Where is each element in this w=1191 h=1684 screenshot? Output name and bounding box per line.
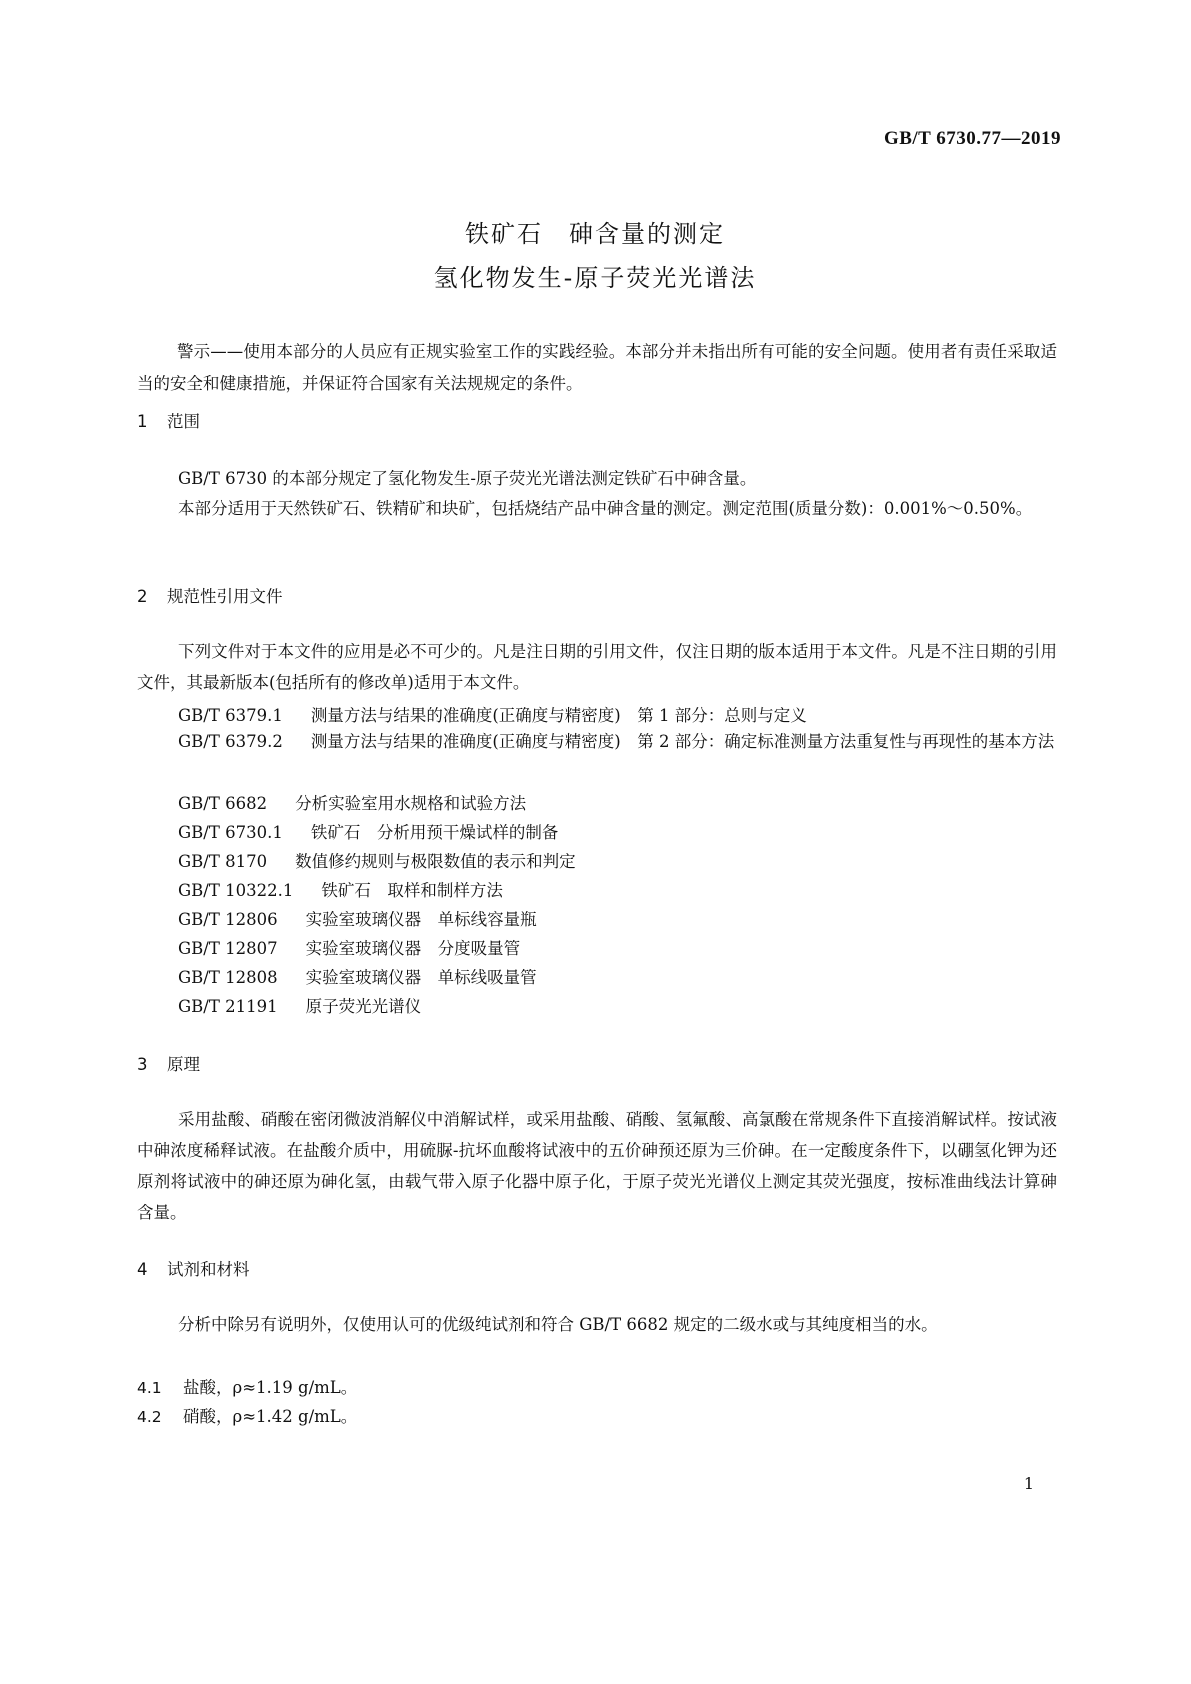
reference-item — [178, 848, 576, 872]
section-heading-normative-references — [137, 583, 283, 607]
reference-item — [178, 906, 537, 930]
reference-code: GB/T 12806 — [178, 910, 278, 929]
section-heading-principle — [137, 1051, 200, 1075]
reference-code: GB/T 10322.1 — [178, 881, 294, 900]
page-number: 1 — [1023, 1474, 1034, 1493]
section-title: 范围 — [167, 412, 200, 431]
scope-paragraph-1: GB/T 6730 的本部分规定了氢化物发生-原子荧光光谱法测定铁矿石中砷含量。 — [178, 469, 757, 488]
reagent-item — [137, 1374, 357, 1398]
principle-paragraph: 采用盐酸、硝酸在密闭微波消解仪中消解试样，或采用盐酸、硝酸、氢氟酸、高氯酸在常规条件下直接消解试样。按试液中砷浓度稀释试液。在盐酸介质中，用硫脲-抗坏血酸将试液中的五价砷预还原为三价砷。在一定酸度条件下，以硼氢化钾为还原剂将试液中的砷还原为砷化氢，由载气带入原子化器中原子化，于原子荧光光谱仪上测定其荧光强度，按标准曲线法计算砷含量。 — [137, 1110, 1057, 1222]
reagent-number: 4.2 — [137, 1408, 162, 1426]
normative-intro-paragraph: 下列文件对于本文件的应用是必不可少的。凡是注日期的引用文件，仅注日期的版本适用于本文件。凡是不注日期的引用文件，其最新版本(包括所有的修改单)适用于本文件。 — [137, 642, 1057, 692]
reference-title: 实验室玻璃仪器 单标线容量瓶 — [305, 910, 537, 929]
section-number: 2 — [137, 587, 148, 606]
reference-item — [178, 819, 558, 843]
section-title: 规范性引用文件 — [167, 587, 283, 606]
reference-code: GB/T 6730.1 — [178, 823, 283, 842]
reference-code: GB/T 6682 — [178, 794, 268, 813]
reference-title: 铁矿石 取样和制样方法 — [321, 881, 503, 900]
section-heading-scope — [137, 408, 200, 432]
reference-code: GB/T 8170 — [178, 852, 268, 871]
reference-code: GB/T 12808 — [178, 968, 278, 987]
reference-title: 实验室玻璃仪器 单标线吸量管 — [305, 968, 537, 987]
reference-code: GB/T 6379.2 — [178, 732, 283, 751]
reference-title: 分析实验室用水规格和试验方法 — [295, 794, 527, 813]
reference-item — [178, 935, 520, 959]
reference-title: 测量方法与结果的准确度(正确度与精密度) 第 2 部分：确定标准测量方法重复性与再现性的基本方法 — [310, 732, 1055, 751]
section-number: 1 — [137, 412, 148, 431]
document-title-line2: 氢化物发生-原子荧光光谱法 — [433, 264, 757, 292]
reference-code: GB/T 21191 — [178, 997, 278, 1016]
reagent-item — [137, 1403, 357, 1427]
section-number: 3 — [137, 1055, 148, 1074]
reference-item — [178, 702, 807, 726]
reference-item — [178, 964, 537, 988]
reference-item — [178, 877, 503, 901]
reference-item — [178, 993, 421, 1017]
reference-item — [137, 726, 1057, 757]
reference-title: 原子荧光光谱仪 — [305, 997, 422, 1016]
reference-code: GB/T 12807 — [178, 939, 278, 958]
warning-paragraph: 警示——使用本部分的人员应有正规实验室工作的实践经验。本部分并未指出所有可能的安全问题。使用者有责任采取适当的安全和健康措施，并保证符合国家有关法规规定的条件。 — [137, 342, 1057, 393]
reference-title: 测量方法与结果的准确度(正确度与精密度) 第 1 部分：总则与定义 — [310, 706, 807, 725]
section-number: 4 — [137, 1260, 148, 1279]
scope-paragraph-2: 本部分适用于天然铁矿石、铁精矿和块矿，包括烧结产品中砷含量的测定。测定范围(质量分数)：0.001%～0.50%。 — [178, 499, 1033, 518]
section-title: 原理 — [167, 1055, 200, 1074]
section-title: 试剂和材料 — [167, 1260, 250, 1279]
reference-title: 实验室玻璃仪器 分度吸量管 — [305, 939, 521, 958]
reagent-text: 盐酸，ρ≈1.19 g/mL。 — [183, 1378, 358, 1397]
document-title-line1: 铁矿石 砷含量的测定 — [465, 220, 725, 248]
reference-title: 数值修约规则与极限数值的表示和判定 — [295, 852, 576, 871]
standard-number: GB/T 6730.77—2019 — [883, 128, 1061, 149]
reference-code: GB/T 6379.1 — [178, 706, 283, 725]
section-heading-reagents — [137, 1256, 250, 1280]
reference-title: 铁矿石 分析用预干燥试样的制备 — [310, 823, 559, 842]
reagent-number: 4.1 — [137, 1379, 162, 1397]
reagent-text: 硝酸，ρ≈1.42 g/mL。 — [183, 1407, 358, 1426]
reference-item — [178, 790, 526, 814]
reagents-intro-paragraph: 分析中除另有说明外，仅使用认可的优级纯试剂和符合 GB/T 6682 规定的二级水或与其纯度相当的水。 — [178, 1315, 938, 1334]
